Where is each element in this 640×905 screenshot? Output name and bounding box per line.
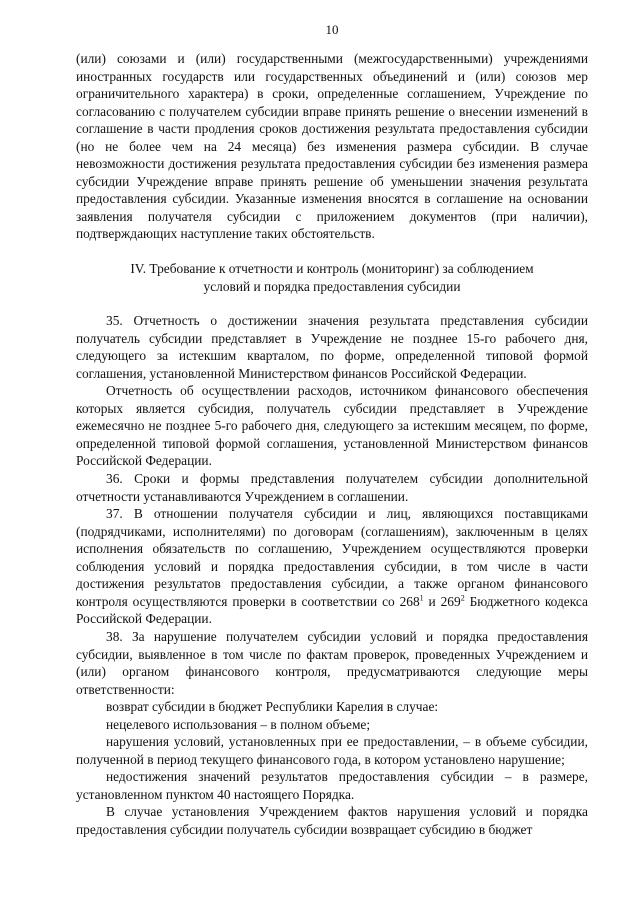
section-heading-line-2: условий и порядка предоставления субсидии bbox=[203, 278, 461, 294]
list-item-misuse: нецелевого использования – в полном объеме; bbox=[106, 716, 371, 732]
paragraph-final: В случае установления Учреждением фактов нарушения условий и порядка предоставления субсидии получатель субсидии возвращает субсидию в бюджет bbox=[76, 804, 588, 837]
paragraph-37-text-c: Бюджетного кодекса Российской Федерации. bbox=[76, 593, 588, 627]
paragraph-37-text-a: 37. В отношении получателя субсидии и лиц, являющихся поставщиками (подрядчиками, исполнителями) по договорам (соглашениям), заключенным в целях исполнения обязательств по соглашению, Учреждением осуществляются проверки соблюдения условий и порядка предоставления субсидии, в том числе в части достижения результатов предоставления субсидии, а также органом финансового контроля осуществляются проверки в соответствии со 268 bbox=[76, 506, 588, 609]
paragraph-38: 38. За нарушение получателем субсидии условий и порядка предоставления субсидии, выявленное в том числе по фактам проверок, проведенных Учреждением и (или) органом финансового контроля, предусматриваются следующие меры ответственности: bbox=[76, 628, 588, 697]
paragraph-36: 36. Сроки и формы представления получателем субсидии дополнительной отчетности устанавливаются Учреждением в соглашении. bbox=[76, 471, 588, 504]
list-item-non-achievement: недостижения значений результатов предоставления субсидии – в размере, установленном пунктом 40 настоящего Порядка. bbox=[76, 769, 588, 802]
section-heading bbox=[76, 260, 588, 295]
paragraph-reporting-expenses: Отчетность об осуществлении расходов, источником финансового обеспечения которых является субсидия, получатель субсидии представляет в Учреждение ежемесячно не позднее 5-го рабочего дня, следующего за истекшим месяцем, по форме, определенной типовой формой соглашения, установленной Министерством финансов Российской Федерации. bbox=[76, 383, 588, 469]
paragraph-37-text-b: и 269 bbox=[423, 593, 461, 609]
section-heading-line-1: IV. Требование к отчетности и контроль (мониторинг) за соблюдением bbox=[130, 261, 534, 277]
footnote-superscript-2: 2 bbox=[460, 593, 465, 603]
footnote-superscript-1: 1 bbox=[419, 593, 424, 603]
paragraph-37 bbox=[76, 505, 588, 628]
paragraph-35: 35. Отчетность о достижении значения результата представления субсидии получатель субсидии представляет в Учреждение не позднее 15-го рабочего дня, следующего за истекшим кварталом, по форме, определенной типовой формой соглашения, установленной Министерством финансов Российской Федерации. bbox=[76, 313, 588, 381]
list-item-return-subsidy: возврат субсидии в бюджет Республики Карелия в случае: bbox=[106, 699, 439, 715]
list-item-violation: нарушения условий, установленных при ее предоставлении, – в объеме субсидии, полученной в период текущего финансового года, в котором установлено нарушение; bbox=[76, 734, 588, 767]
paragraph-continuation: (или) союзами и (или) государственными (межгосударственными) учреждениями иностранных государств или государственных объединений и (или) союзов мер ограничительного характера) в сроки, определенные соглашением, Учреждение по согласованию с получателем субсидии вправе принять решение о внесении изменений в соглашение в части продления сроков достижения результата предоставления субсидии (но не более чем на 24 месяца) без изменения размера субсидии. В случае невозможности достижения результата предоставления субсидии без изменения размера субсидии Учреждение вправе принять решение об уменьшении значения результата предоставления субсидии. Указанные изменения вносятся в соглашение на основании заявления получателя субсидии с приложением документов (при наличии), подтверждающих наступление таких обстоятельств. bbox=[76, 51, 588, 242]
page-number: 10 bbox=[325, 22, 339, 37]
